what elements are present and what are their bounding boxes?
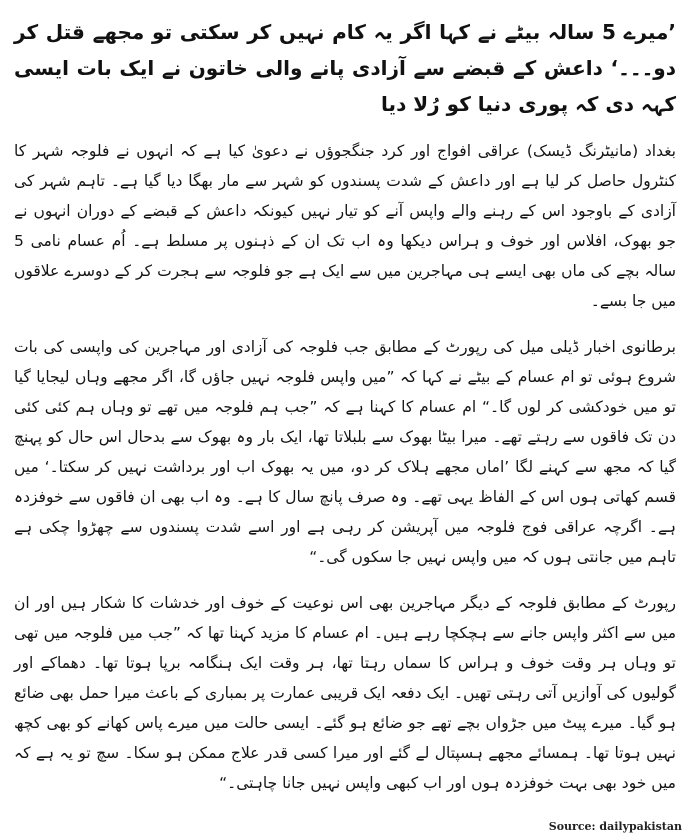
article-headline: ’میرے 5 سالہ بیٹے نے کہا اگر یہ کام نہیں کر سکتی تو مجھے قتل کر دو۔۔۔‘ داعش کے قبضے سے آزادی پانے والی خاتون نے ایک بات ایسی کہہ دی کہ پوری دنیا کو رُلا دیا xyxy=(14,20,676,116)
source-credit: Source: dailypakistan xyxy=(548,820,682,833)
article xyxy=(14,14,676,824)
article-paragraph-1: بغداد (مانیٹرنگ ڈیسک) عراقی افواج اور کرد جنگجوؤں نے دعویٰ کیا ہے کہ انہوں نے فلوجہ شہر کا کنٹرول حاصل کر لیا ہے اور داعش کے شدت پسندوں کو شہر سے مار بھگا دیا گیا ہے۔ تاہم شہر کی آزادی کے باوجود اس کے رہنے والے واپس آنے کو تیار نہیں کیونکہ داعش کے قبضے کے دوران انہوں نے جو بھوک، افلاس اور خوف و ہراس دیکھا وہ اب تک ان کے ذہنوں پر مسلط ہے۔ اُم عسام نامی 5 سالہ بچے کی ماں بھی ایسے ہی مہاجرین میں سے ایک ہے جو فلوجہ سے ہجرت کر کے دوسرے علاقوں میں جا بسے۔ xyxy=(14,142,676,310)
article-paragraph-2: برطانوی اخبار ڈیلی میل کی رپورٹ کے مطابق جب فلوجہ کی آزادی اور مہاجرین کی واپسی کی بات شروع ہوئی تو ام عسام کے بیٹے نے کہا کہ ”میں واپس فلوجہ نہیں جاؤں گا، اگر مجھے وہاں لیجایا گیا تو میں خودکشی کر لوں گا۔“ ام عسام کا کہنا ہے کہ ”جب ہم فلوجہ میں تھے تو وہاں ہم کئی کئی دن تک فاقوں سے رہتے تھے۔ میرا بیٹا بھوک سے بلبلاتا تھا، ایک بار وہ بھوک سے بدحال اس حال کو پہنچ گیا کہ مجھ سے کہنے لگا ’اماں مجھے ہلاک کر دو، میں یہ بھوک اب اور برداشت نہیں کر سکتا۔‘ میں قسم کھاتی ہوں اس کے الفاظ یہی تھے۔ وہ صرف پانچ سال کا ہے۔ وہ اب بھی ان فاقوں سے خوفزدہ ہے۔ اگرچہ عراقی فوج فلوجہ میں آپریشن کر رہی ہے اور اسے شدت پسندوں سے چھڑوا چکی ہے تاہم میں جانتی ہوں کہ میں واپس نہیں جا سکوں گی۔“ xyxy=(14,338,676,566)
article-paragraph-3: رپورٹ کے مطابق فلوجہ کے دیگر مہاجرین بھی اس نوعیت کے خوف اور خدشات کا شکار ہیں اور ان میں سے اکثر واپس جانے سے ہچکچا رہے ہیں۔ ام عسام کا مزید کہنا تھا کہ ”جب میں فلوجہ میں تھی تو وہاں ہر وقت خوف و ہراس کا سماں رہتا تھا، ہر وقت ایک ہنگامہ برپا ہوتا تھا۔ دھماکے اور گولیوں کی آوازیں آتی رہتی تھیں۔ ایک دفعہ ایک قریبی عمارت پر بمباری کے باعث میرا حمل بھی ضائع ہو گیا۔ میرے پیٹ میں جڑواں بچے تھے جو ضائع ہو گئے۔ ایسی حالت میں میرے پاس کھانے کو بھی کچھ نہیں ہوتا تھا۔ ہمسائے مجھے ہسپتال لے گئے اور میرا کسی قدر علاج ممکن ہو سکا۔ سچ تو یہ ہے کہ میں خود بھی بہت خوفزدہ ہوں اور اب کبھی واپس نہیں جانا چاہتی۔“ xyxy=(14,594,676,792)
